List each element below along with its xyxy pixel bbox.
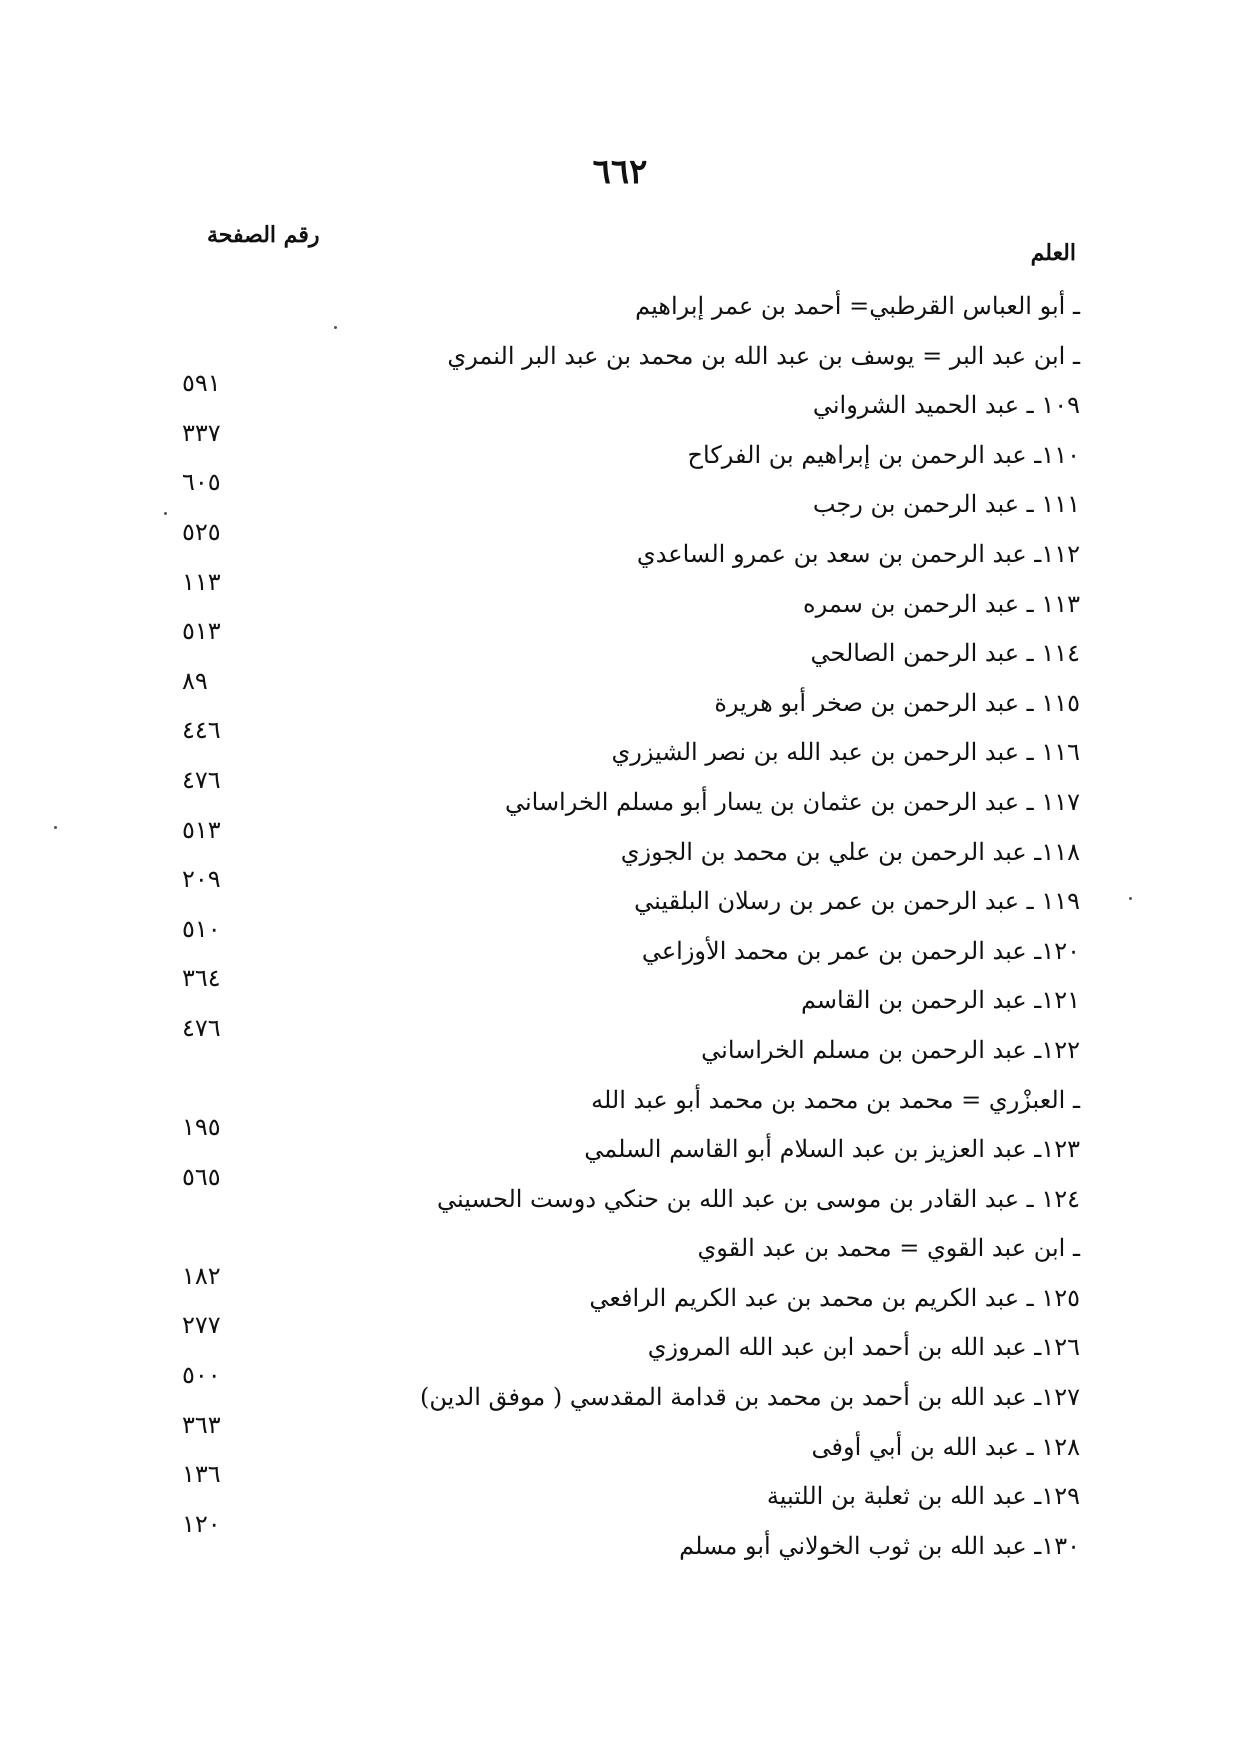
entry-name: ١٢٢ـ عبد الرحمن بن مسلم الخراساني bbox=[701, 1035, 1080, 1064]
entry-name: ١٢٦ـ عبد الله بن أحمد ابن عبد الله المروزي bbox=[647, 1333, 1080, 1362]
entry-name: ١٢٤ ـ عبد القادر بن موسى بن عبد الله بن حنكي دوست الحسيني bbox=[437, 1184, 1080, 1213]
list-item bbox=[140, 1361, 1080, 1431]
entry-page: ١٣٦ bbox=[182, 1460, 221, 1489]
entry-page: ٥١٠ bbox=[182, 914, 221, 943]
list-item bbox=[140, 290, 1080, 340]
scan-speck bbox=[334, 326, 337, 329]
page-number: ٦٦٢ bbox=[592, 152, 648, 192]
entry-page: ٣٦٤ bbox=[182, 964, 221, 993]
list-item bbox=[140, 914, 1080, 985]
entry-page: ١٩٥ bbox=[182, 1113, 221, 1142]
entry-name: ـ أبو العباس القرطبي= أحمد بن عمر إبراهيم bbox=[635, 292, 1080, 320]
entry-name: ١٢٣ـ عبد العزيز بن عبد السلام أبو القاسم السلمي bbox=[584, 1135, 1080, 1164]
name-column-header: العلم bbox=[1030, 240, 1076, 266]
list-item bbox=[140, 369, 1080, 439]
entry-name: ١٢٥ ـ عبد الكريم بن محمد بن عبد الكريم الرافعي bbox=[589, 1283, 1080, 1312]
list-item bbox=[140, 1410, 1080, 1481]
list-item bbox=[140, 1084, 1080, 1134]
entry-name: ١١٢ـ عبد الرحمن بن سعد بن عمرو الساعدي bbox=[636, 539, 1080, 568]
entry-page: ٥٦٥ bbox=[182, 1162, 221, 1191]
entry-page: ٤٤٦ bbox=[182, 716, 221, 745]
entry-page: ١٨٢ bbox=[182, 1261, 221, 1290]
entry-name: ١١١ ـ عبد الرحمن بن رجب bbox=[812, 490, 1080, 519]
list-item bbox=[140, 765, 1080, 836]
list-item bbox=[140, 666, 1080, 737]
list-item bbox=[140, 964, 1080, 1034]
entry-name: ١٢٨ ـ عبد الله بن أبي أوفى bbox=[811, 1432, 1080, 1461]
entry-name: ١١٠ـ عبد الرحمن بن إبراهيم بن الفركاح bbox=[687, 440, 1080, 469]
list-item bbox=[140, 1113, 1080, 1183]
entry-page: ٥٠٠ bbox=[182, 1361, 221, 1390]
entry-name: ١١٩ ـ عبد الرحمن بن عمر بن رسلان البلقيني bbox=[634, 887, 1080, 916]
list-item bbox=[140, 1509, 1080, 1580]
page-column-header: رقم الصفحة bbox=[207, 222, 320, 248]
entry-page: ٥١٣ bbox=[182, 815, 221, 844]
list-item bbox=[140, 815, 1080, 886]
list-item bbox=[140, 1261, 1080, 1332]
entry-page: ٣٦٣ bbox=[182, 1410, 221, 1439]
list-item bbox=[140, 1311, 1080, 1381]
list-item bbox=[140, 1162, 1080, 1233]
entry-page: ٢٧٧ bbox=[182, 1311, 221, 1340]
list-item bbox=[140, 340, 1080, 390]
list-item bbox=[140, 1460, 1080, 1530]
entry-page: ٤٧٦ bbox=[182, 765, 221, 794]
entry-name: ـ العبزْري = محمد بن محمد بن محمد أبو عبد الله bbox=[591, 1085, 1080, 1114]
entry-name: ١١٤ ـ عبد الرحمن الصالحي bbox=[810, 639, 1080, 668]
scan-speck bbox=[1129, 897, 1132, 900]
scan-speck bbox=[54, 826, 57, 829]
entry-name: ١٢٩ـ عبد الله بن ثعلبة بن اللتبية bbox=[766, 1482, 1080, 1511]
entry-name: ١١٣ ـ عبد الرحمن بن سمره bbox=[803, 589, 1080, 618]
entry-page: ٤٧٦ bbox=[182, 1013, 221, 1042]
index-list bbox=[140, 290, 1080, 1579]
entry-name: ـ ابن عبد القوي = محمد بن عبد القوي bbox=[697, 1234, 1080, 1263]
entry-name: ١٢٧ـ عبد الله بن أحمد بن محمد بن قدامة المقدسي ( موفق الدين) bbox=[419, 1383, 1080, 1412]
list-item bbox=[140, 1232, 1080, 1282]
scan-speck bbox=[164, 512, 167, 515]
entry-page: ٦٠٥ bbox=[182, 468, 221, 497]
entry-page: ٢٠٩ bbox=[182, 865, 221, 894]
list-item bbox=[140, 716, 1080, 786]
entry-name: ١١٧ ـ عبد الرحمن بن عثمان بن يسار أبو مسلم الخراساني bbox=[504, 787, 1080, 816]
list-item bbox=[140, 1013, 1080, 1084]
list-item bbox=[140, 517, 1080, 588]
entry-page: ٥٩١ bbox=[182, 369, 221, 398]
entry-page: ٥١٣ bbox=[182, 617, 221, 646]
entry-name: ١٢١ـ عبد الرحمن بن القاسم bbox=[800, 986, 1080, 1015]
entry-name: ١١٦ ـ عبد الرحمن بن عبد الله بن نصر الشيزري bbox=[611, 738, 1080, 767]
entry-name: ١١٨ـ عبد الرحمن بن علي بن محمد بن الجوزي bbox=[620, 837, 1080, 866]
entry-name: ١٢٠ـ عبد الرحمن بن عمر بن محمد الأوزاعي bbox=[641, 936, 1080, 965]
entry-name: ١٣٠ـ عبد الله بن ثوب الخولاني أبو مسلم bbox=[679, 1531, 1080, 1560]
list-item bbox=[140, 617, 1080, 687]
entry-page: ٥٢٥ bbox=[182, 517, 221, 546]
entry-page: ١١٣ bbox=[182, 567, 221, 596]
list-item bbox=[140, 468, 1080, 538]
entry-name: ـ ابن عبد البر = يوسف بن عبد الله بن محمد بن عبد البر النمري bbox=[447, 341, 1080, 370]
entry-page: ١٢٠ bbox=[182, 1509, 221, 1538]
entry-page: ٨٩ bbox=[182, 666, 208, 695]
entry-name: ١٠٩ ـ عبد الحميد الشرواني bbox=[812, 391, 1080, 420]
list-item bbox=[140, 865, 1080, 935]
list-item bbox=[140, 418, 1080, 489]
entry-page: ٣٣٧ bbox=[182, 418, 221, 447]
list-item bbox=[140, 567, 1080, 638]
entry-name: ١١٥ ـ عبد الرحمن بن صخر أبو هريرة bbox=[714, 688, 1080, 717]
